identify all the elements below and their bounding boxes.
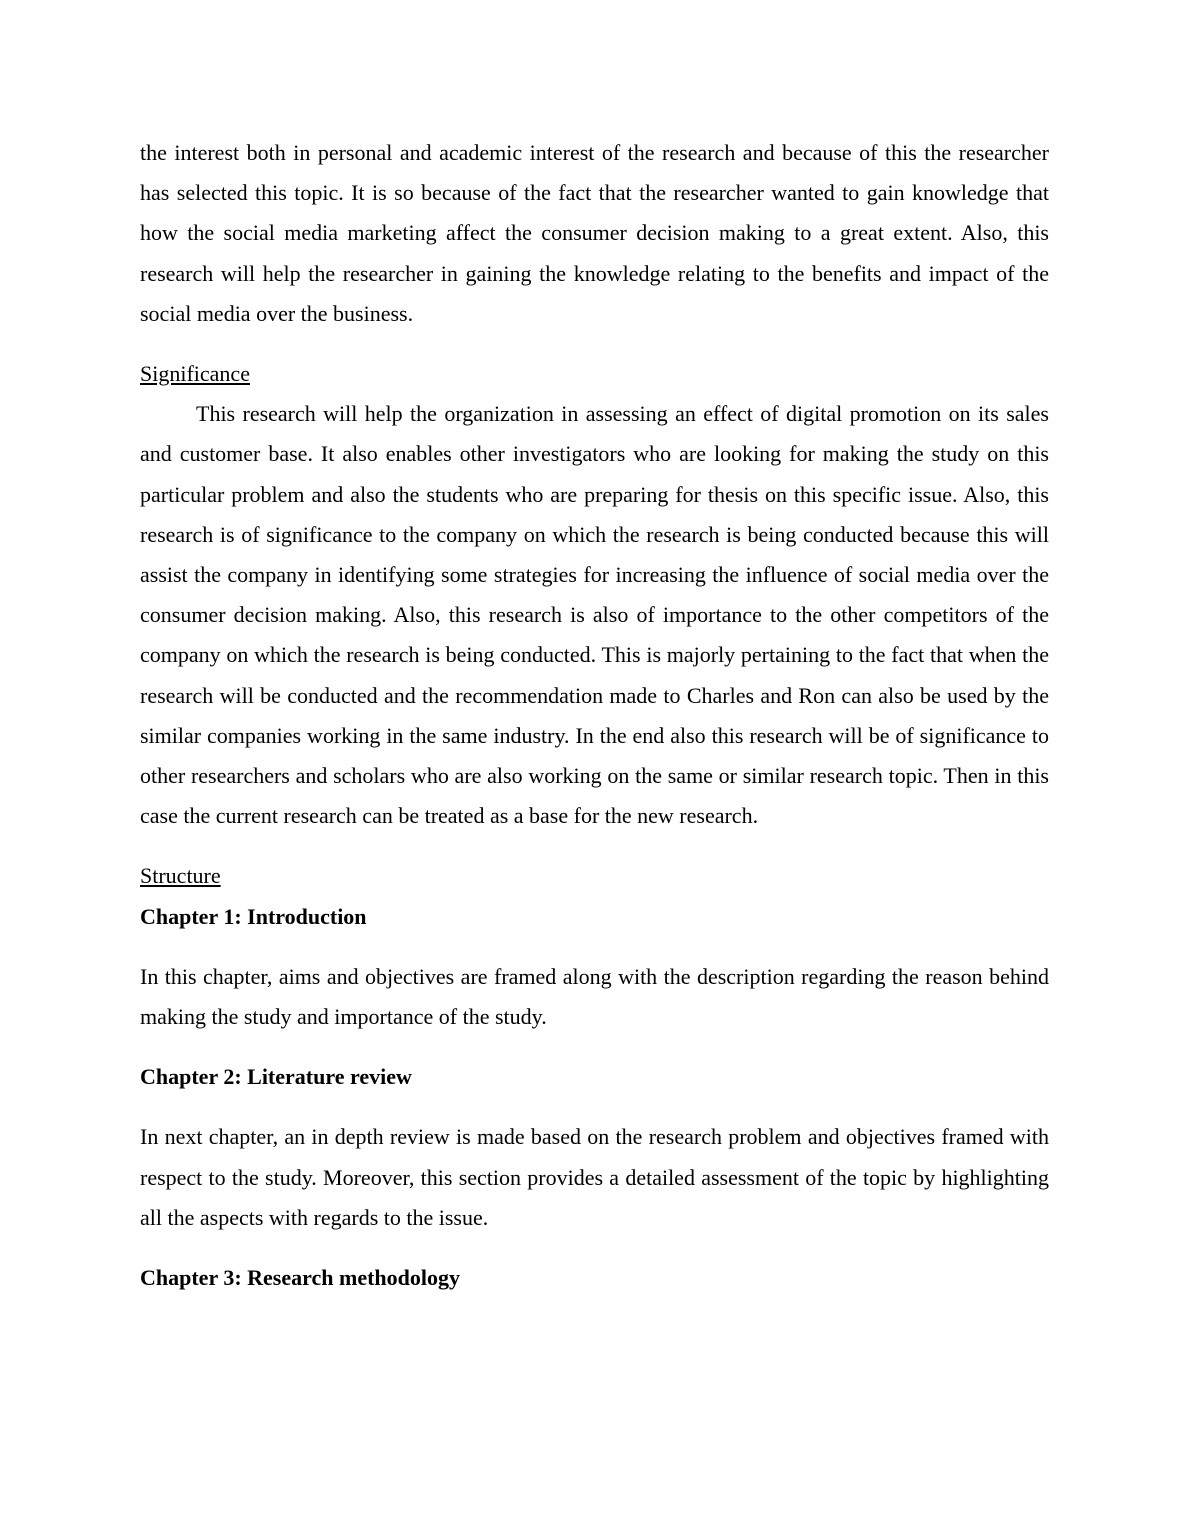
- chapter-3-title: Chapter 3: Research methodology: [140, 1265, 460, 1291]
- document-page: [140, 133, 1049, 1298]
- chapter-2-paragraph: In next chapter, an in depth review is made based on the research problem and objectives framed with respect to the study. Moreover, this section provides a detailed assessment of the topic by highlighting all the aspects with regards to the issue.: [140, 1124, 1049, 1230]
- structure-heading: Structure: [140, 863, 221, 889]
- chapter-1-paragraph: In this chapter, aims and objectives are framed along with the description regarding the reason behind making the study and importance of the study.: [140, 963, 1049, 1030]
- chapter-2-title: Chapter 2: Literature review: [140, 1064, 412, 1090]
- significance-paragraph: This research will help the organization in assessing an effect of digital promotion on its sales and customer base. It also enables other investigators who are looking for making the study on this particular problem and also the students who are preparing for thesis on this specific issue. Also, this research is of significance to the company on which the research is being conducted because this will assist the company in identifying some strategies for increasing the influence of social media over the consumer decision making. Also, this research is also of importance to the other competitors of the company on which the research is being conducted. This is majorly pertaining to the fact that when the research will be conducted and the recommendation made to Charles and Ron can also be used by the similar companies working in the same industry. In the end also this research will be of significance to other researchers and scholars who are also working on the same or similar research topic. Then in this case the current research can be treated as a base for the new research.: [140, 401, 1049, 829]
- intro-paragraph: the interest both in personal and academic interest of the research and because of this the researcher has selected this topic. It is so because of the fact that the researcher wanted to gain knowledge that how the social media marketing affect the consumer decision making to a great extent. Also, this research will help the researcher in gaining the knowledge relating to the benefits and impact of the social media over the business.: [140, 140, 1049, 326]
- significance-heading: Significance: [140, 361, 250, 387]
- chapter-1-title: Chapter 1: Introduction: [140, 903, 367, 929]
